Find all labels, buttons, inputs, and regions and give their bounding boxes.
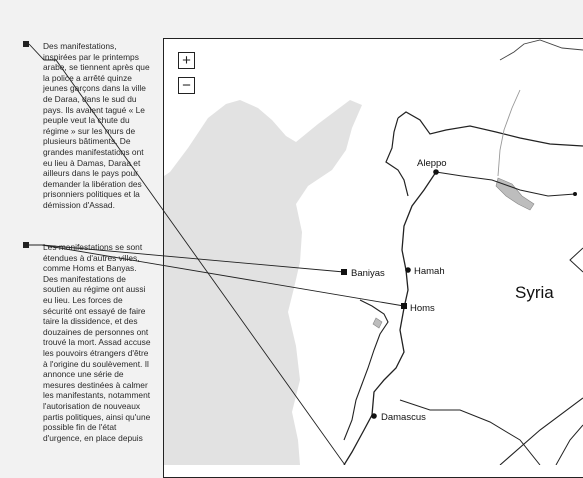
city-marker-damascus bbox=[371, 413, 377, 419]
city-label-damascus: Damascus bbox=[381, 412, 426, 423]
city-marker-aleppo bbox=[433, 169, 439, 175]
country-label-syria: Syria bbox=[515, 283, 554, 302]
border-turkey-hatay bbox=[386, 118, 408, 196]
lake-assad bbox=[496, 178, 534, 210]
timeline-note-1: Des manifestations, inspirées par le printemps arabe, se tiennent après que la police a arrêté quinze jeunes garçons dans la ville de Daraa, dans le sud du pays. Ils avaient tagué « Le peuple veut la chute du régime » sur les murs de plusieurs bâtiments. De grandes manifestations ont eu lieu à Damas, Daraa et ailleurs dans le pays pour demander la libération des prisonniers politiques et la démission d'Assad. bbox=[43, 41, 150, 210]
city-marker-east bbox=[573, 192, 577, 196]
border-north bbox=[398, 112, 583, 146]
city-label-baniyas: Baniyas bbox=[351, 268, 385, 279]
city-marker-homs bbox=[401, 303, 407, 309]
border-south-east bbox=[500, 398, 583, 465]
city-label-aleppo: Aleppo bbox=[417, 158, 447, 169]
lake-qattinah bbox=[373, 318, 382, 328]
mediterranean-sea bbox=[164, 39, 362, 465]
city-label-homs: Homs bbox=[410, 303, 435, 314]
city-marker-baniyas bbox=[341, 269, 347, 275]
timeline-note-2: Les manifestations se sont étendues à d'autres villes, comme Homs et Banyas. Des manifestations de soutien au régime ont aussi eu lieu. Les forces de sécurité ont essayé de faire taire la dissidence, et des douzaines de personnes ont trouvé la mort. Assad accuse les pouvoirs étrangers d'être à l'origine du soulèvement. Il annonce une série de mesures destinées à calmer les manifestants, notamment l'autorisation de nouveaux partis politiques, ainsi qu'une possible fin de l'état d'urgence, en place depuis bbox=[43, 242, 151, 443]
zoom-in-button[interactable]: + bbox=[178, 52, 195, 69]
relief-north bbox=[500, 40, 583, 60]
zoom-out-button[interactable]: − bbox=[178, 77, 195, 94]
city-marker-hamah bbox=[405, 267, 411, 273]
border-jordan bbox=[556, 425, 583, 465]
border-east bbox=[570, 248, 583, 272]
city-label-hamah: Hamah bbox=[414, 266, 445, 277]
border-south bbox=[400, 400, 540, 465]
